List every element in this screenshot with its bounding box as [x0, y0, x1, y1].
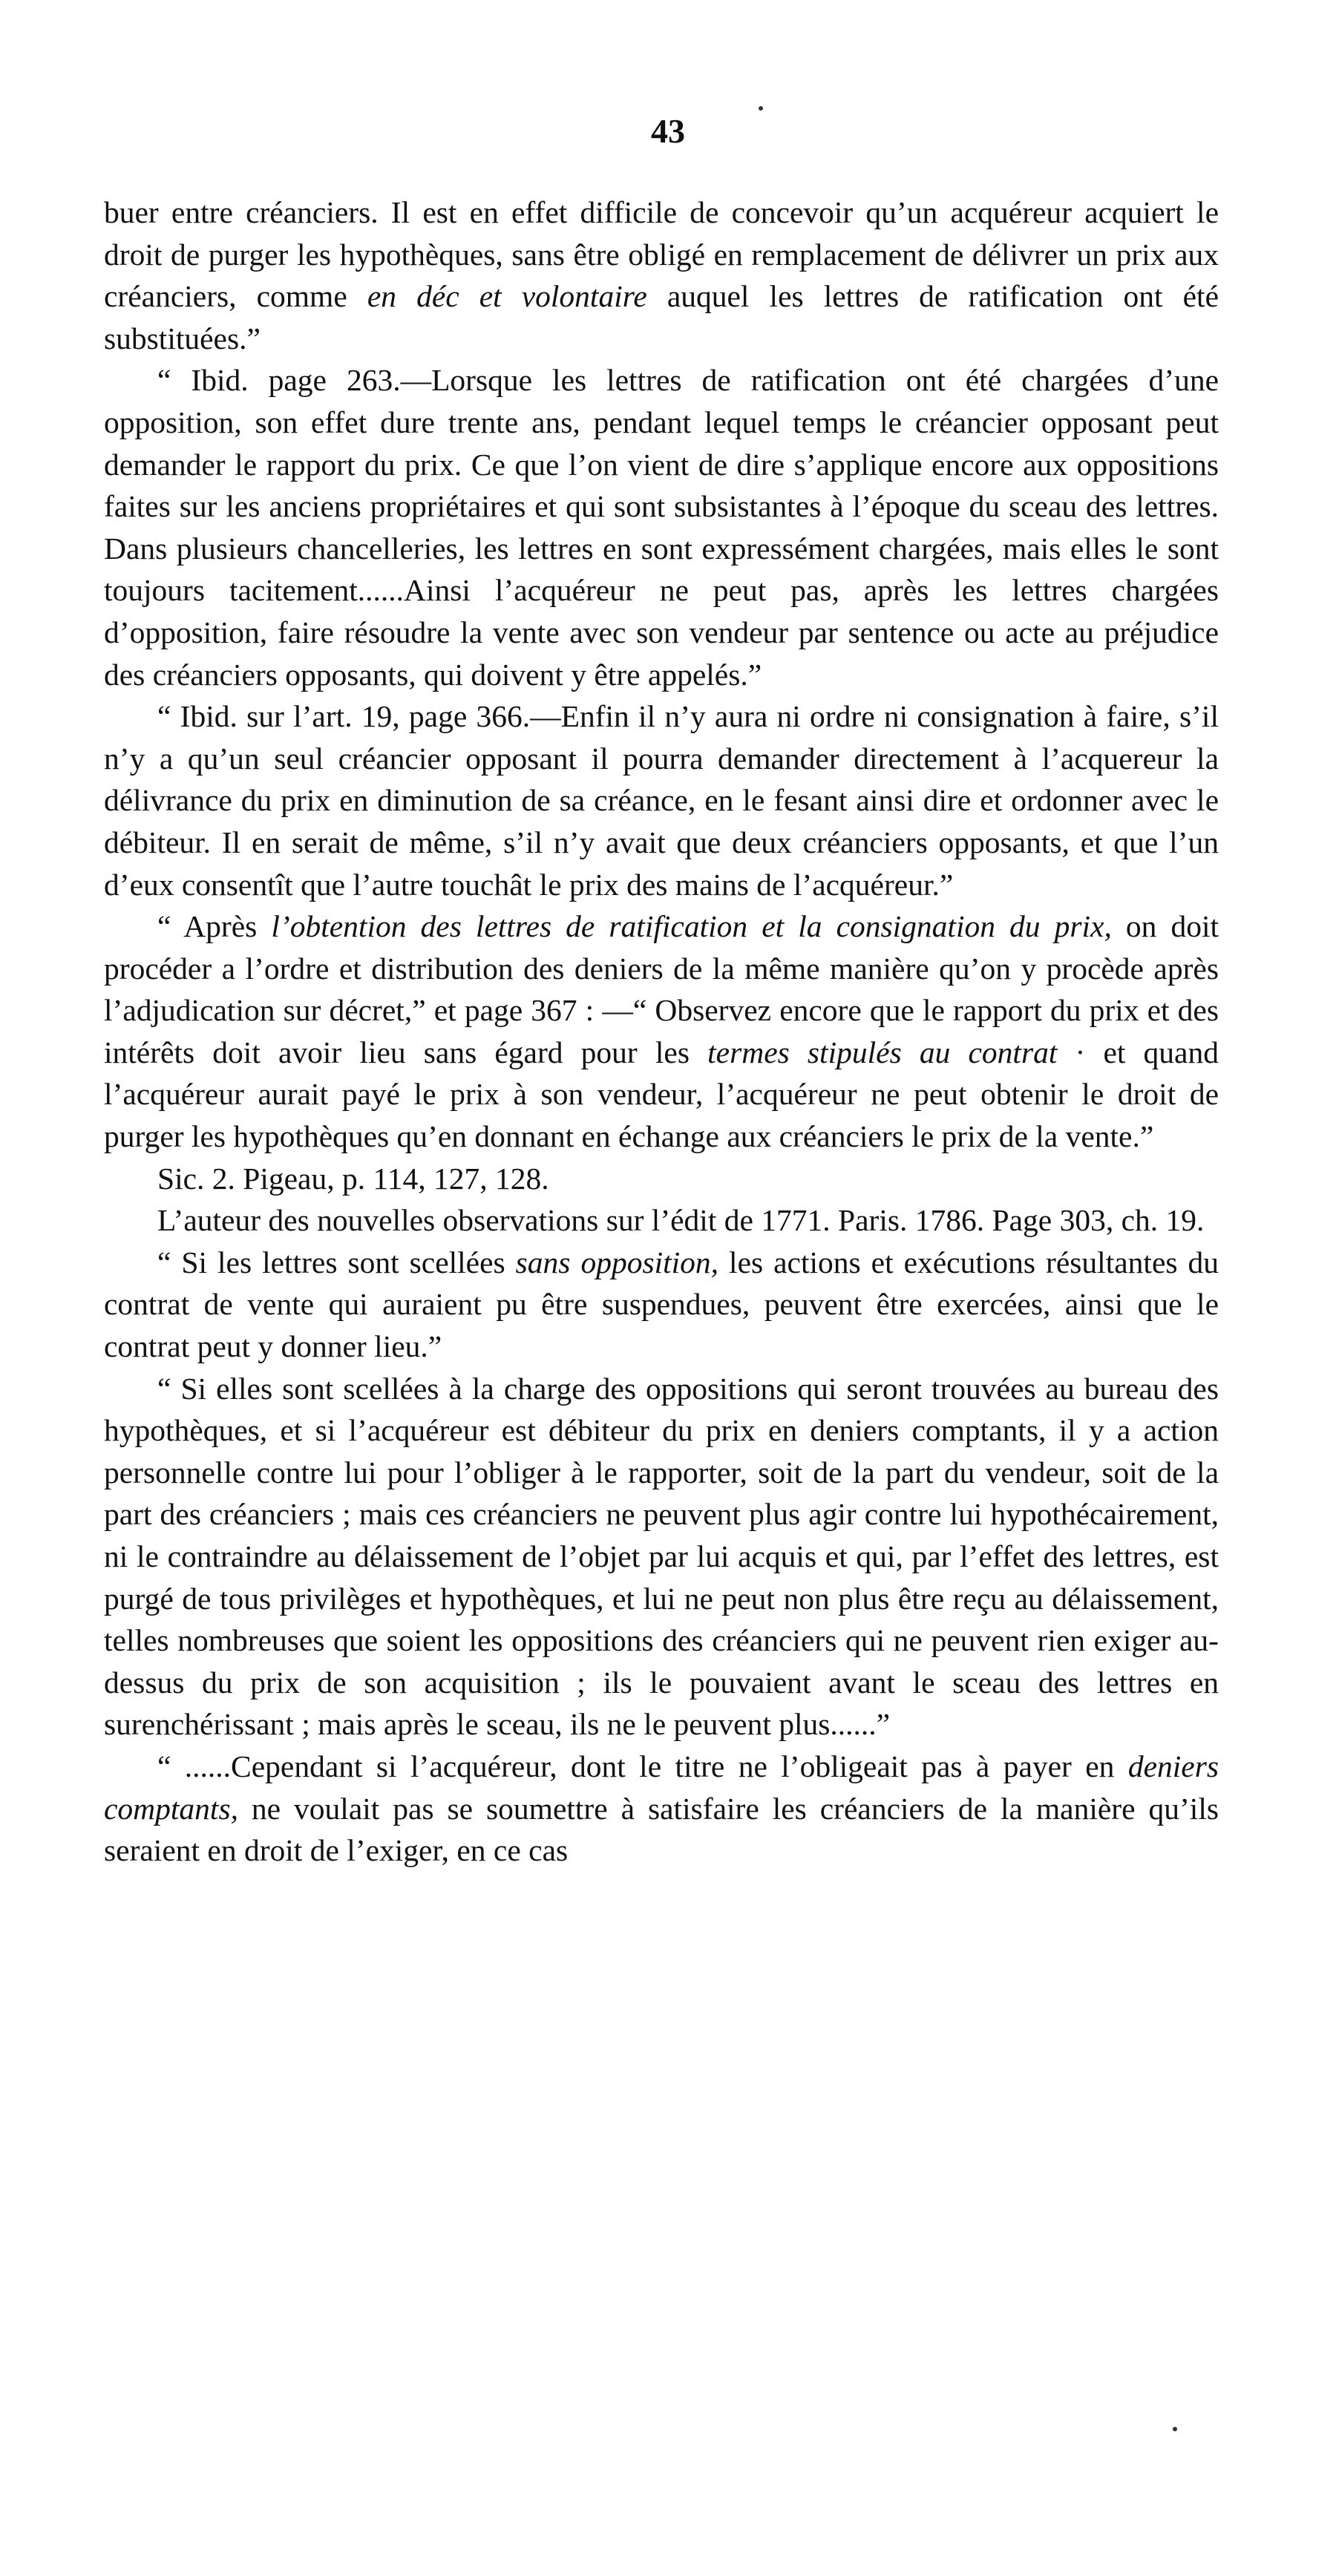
text-segment: L’auteur des nouvelles observations sur l’édit de 1771. Paris. 1786. Page 303, ch. 19. [157, 1203, 1205, 1238]
text-segment: “ ......Cependant si l’acquéreur, dont le titre ne l’obligeait pas à payer en [157, 1749, 1128, 1783]
paragraph-p6 [104, 1199, 1219, 1242]
text-segment: buer entre créanciers. Il est en effet difficile de concevoir qu’un acquéreur acquiert le droit de purger les hypothèques, sans être obligé en remplacement de délivrer un prix aux créanciers, comme [104, 195, 1219, 314]
paragraph-p8 [104, 1368, 1219, 1746]
paragraph-p5 [104, 1158, 1219, 1200]
page-number: 43 [651, 112, 685, 150]
text-segment: ne voulait pas se soumettre à satisfaire les créanciers de la manière qu’ils seraient en droit de l’exiger, en ce cas [104, 1791, 1219, 1868]
text-segment: “ Ibid. page 263.—Lorsque les lettres de ratification ont été chargées d’une opposition, son effet dure trente ans, pendant lequel temps le créancier opposant peut demander le rapport du prix. Ce que l’on vient de dire s’applique encore aux oppositions faites sur les anciens propriétaires et qui sont subsistantes à l’époque du sceau des lettres. Dans plusieurs chancelleries, les lettres en sont expressément chargées, mais elles le sont toujours tacitement......Ainsi l’acquéreur ne peut pas, après les lettres chargées d’opposition, faire résoudre la vente avec son vendeur par sentence ou acte au préjudice des créanciers opposants, qui doivent y être appelés.” [104, 363, 1219, 692]
text-segment: “ Après [157, 909, 272, 944]
text-segment: · et quand l’acquéreur aurait payé le prix à son vendeur, l’acquéreur ne peut obtenir le droit de purger les hypothèques qu’en donnant en échange aux créanciers le prix de la vente.” [104, 1035, 1219, 1154]
paragraph-p4 [104, 905, 1219, 1158]
text-segment: les actions et exécutions résultantes du contrat de vente qui auraient pu être suspendues, peuvent être exercées, ainsi que le contrat peut y donner lieu.” [104, 1245, 1219, 1364]
italic-text: sans opposition, [515, 1245, 719, 1279]
italic-text: deniers comptants, [104, 1749, 1219, 1826]
print-speck [759, 106, 763, 111]
italic-text: en déc et volontaire [367, 279, 647, 314]
text-segment: Sic. 2. Pigeau, p. 114, 127, 128. [157, 1161, 549, 1196]
paragraph-p1 [104, 191, 1219, 359]
text-segment: auquel les lettres de ratification ont été substituées.” [104, 279, 1219, 355]
italic-text: l’obtention des lettres de ratification et la consignation du prix, [271, 909, 1112, 944]
body-text [104, 191, 1219, 1872]
paragraph-p7 [104, 1242, 1219, 1368]
italic-text: termes stipulés au contrat [707, 1035, 1058, 1069]
text-segment: on doit procéder a l’ordre et distribution des deniers de la même manière qu’on y procède après l’adjudication sur décret,” et page 367 : —“ Observez encore que le rapport du prix et des intérêts doit avoir lieu sans égard pour les [104, 909, 1219, 1069]
print-speck [1173, 2427, 1177, 2431]
paragraph-p2 [104, 359, 1219, 695]
paragraph-p3 [104, 695, 1219, 905]
text-segment: “ Ibid. sur l’art. 19, page 366.—Enfin il n’y aura ni ordre ni consignation à faire, s’il n’y a qu’un seul créancier opposant il pourra demander directement à l’acquereur la délivrance du prix en diminution de sa créance, en le fesant ainsi dire et ordonner avec le débiteur. Il en serait de même, s’il n’y avait que deux créanciers opposants, et que l’un d’eux consentît que l’autre touchât le prix des mains de l’acquéreur.” [104, 699, 1219, 902]
text-segment: “ Si elles sont scellées à la charge des oppositions qui seront trouvées au bureau des hypothèques, et si l’acquéreur est débiteur du prix en deniers comptants, il y a action personnelle contre lui pour l’obliger à le rapporter, soit de la part du vendeur, soit de la part des créanciers ; mais ces créanciers ne peuvent plus agir contre lui hypothécairement, ni le contraindre au délaissement de l’objet par lui acquis et qui, par l’effet des lettres, est purgé de tous privilèges et hypothèques, et lui ne peut non plus être reçu au délaissement, telles nombreuses que soient les oppositions des créanciers qui ne peuvent rien exiger au-dessus du prix de son acquisition ; ils le pouvaient avant le sceau des lettres en surenchérissant ; mais après le sceau, ils ne le peuvent plus......” [104, 1371, 1219, 1742]
paragraph-p9 [104, 1746, 1219, 1872]
text-segment: “ Si les lettres sont scellées [157, 1245, 516, 1279]
